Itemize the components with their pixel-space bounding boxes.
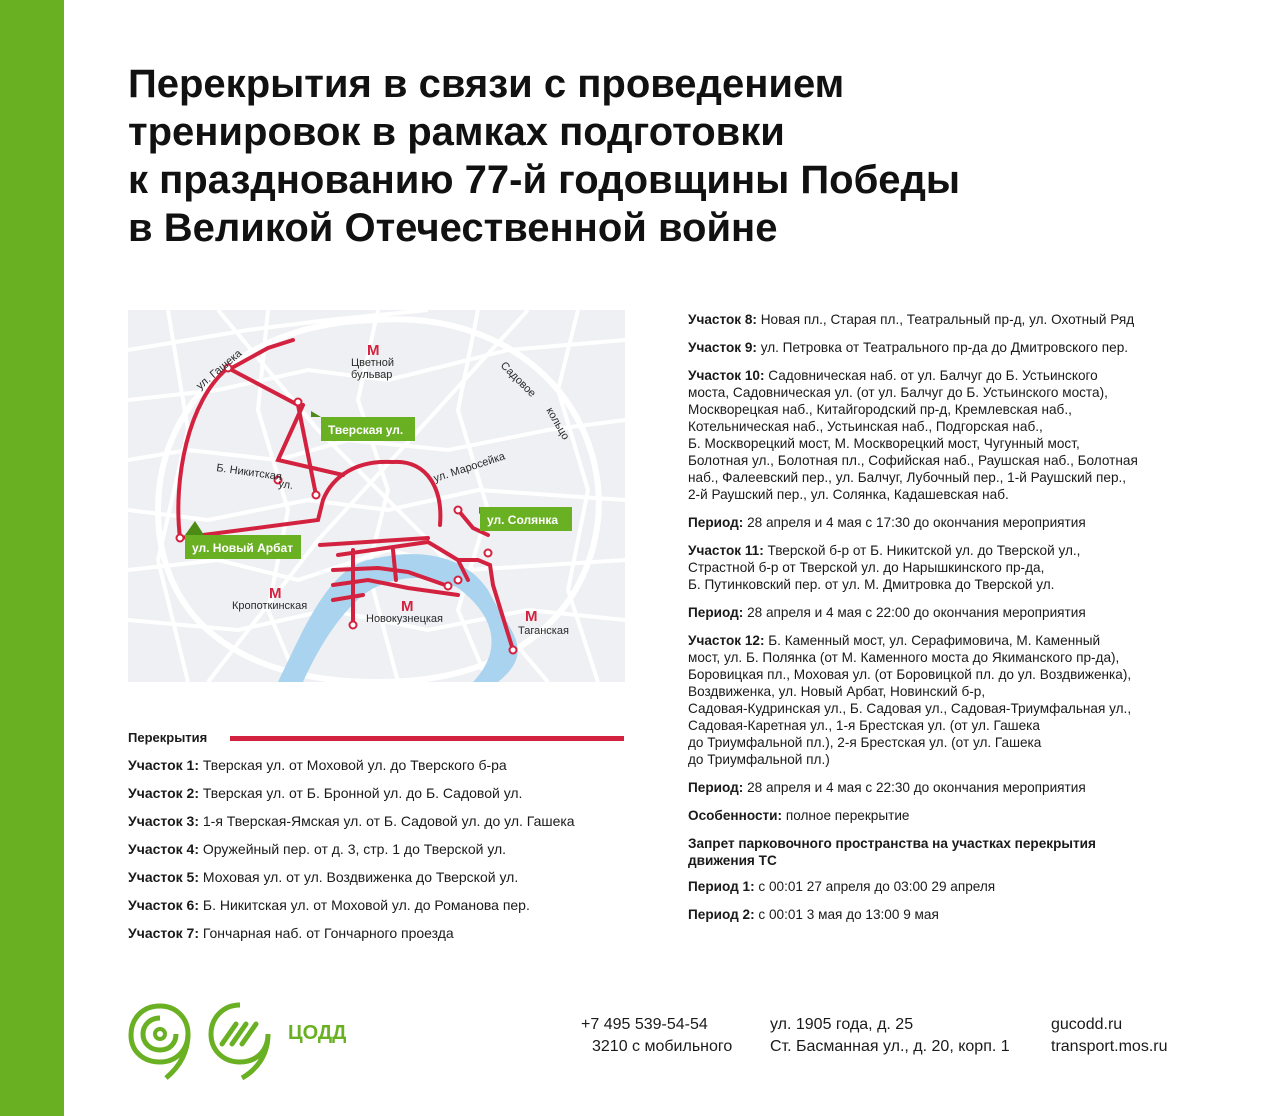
website-link[interactable]: gucodd.ru [1051,1016,1123,1033]
section-line [688,542,1198,559]
codd-logo [206,1000,274,1080]
section-label: Участок 10: [688,368,765,383]
section-text: Моховая ул. от ул. Воздвиженка до Тверской ул. [202,869,519,885]
section-text: Тверская ул. от Б. Бронной ул. до Б. Садовой ул. [202,785,523,801]
section-label: Участок 8: [688,312,757,327]
section-label: Участок 4: [128,841,199,857]
section-line [688,632,1198,649]
section-12 [688,632,1198,768]
moscow-transport-logo [126,1000,194,1080]
callout-solyanka [479,507,572,531]
period-label: Период 2: [688,907,755,922]
metro-icon: М [269,585,282,602]
section-line: 2-й Раушский пер., ул. Солянка, Кадашевская наб. [688,487,1009,502]
metro-icon: М [525,608,538,625]
sections-right-column [688,311,1198,934]
closures-map [128,310,625,682]
parking-heading-line: движения ТС [688,853,777,868]
title-line: Перекрытия в связи с проведением [128,62,845,106]
period-10 [688,514,1198,531]
left-accent-bar [0,0,64,1116]
street-label: Б. Никитская [215,462,283,484]
section-text: Новая пл., Старая пл., Театральный пр-д, ул. Охотный Ряд [760,312,1135,327]
section-text: ул. Петровка от Театрального пр-да до Дмитровского пер. [760,340,1129,355]
title-line: тренировок в рамках подготовки [128,110,785,154]
features-text: полное перекрытие [785,808,910,823]
street-label: кольцо [543,405,572,443]
section-text: Б. Никитская ул. от Моховой ул. до Романова пер. [202,897,530,913]
section-label: Участок 2: [128,785,199,801]
closure-endpoint [510,647,517,654]
footer [0,1000,1280,1100]
title-line: к празднованию 77-й годовщины Победы [128,158,961,202]
callout-label: ул. Новый Арбат [192,541,294,555]
callout-label: Тверская ул. [328,423,404,437]
period-label: Период: [688,605,744,620]
address-line: ул. 1905 года, д. 25 [770,1016,914,1033]
list-item [128,925,624,953]
address-line: Ст. Басманная ул., д. 20, корп. 1 [770,1038,1010,1055]
websites-block [1051,1014,1167,1058]
section-label: Участок 9: [688,340,757,355]
callout-label: ул. Солянка [487,513,559,527]
station-label: Кропоткинская [232,600,308,612]
closure-endpoint [313,492,320,499]
brand-name: ЦОДД [288,1022,347,1044]
list-item [128,757,624,785]
station-label: Новокузнецкая [366,613,443,625]
street-label: ул. [277,478,294,493]
list-item [128,841,624,869]
address-block [770,1014,1010,1058]
phone-number[interactable]: +7 495 539-54-54 [581,1016,708,1033]
list-item [128,813,624,841]
features-label: Особенности: [688,808,783,823]
period-text: 28 апреля и 4 мая с 22:30 до окончания мероприятия [747,780,1086,795]
list-item [128,785,624,813]
section-line: наб., Фалеевский пер., ул. Балчуг, Лубочный пер., 1-й Раушский пер., [688,470,1127,485]
station-label: Таганская [518,625,569,637]
section-label: Участок 11: [688,543,764,558]
section-line: Б. Путинковский пер. от ул. М. Дмитровка до Тверской ул. [688,577,1055,592]
section-line: Болотная ул., Болотная пл., Софийская наб., Раушская наб., Болотная [688,453,1138,468]
section-8 [688,311,1198,328]
metro-icon: М [367,342,380,359]
section-line [688,367,1198,384]
parking-period-2 [688,906,1198,923]
period-label: Период: [688,780,744,795]
section-line: Садовая-Каретная ул., 1-я Брестская ул. (от ул. Гашека [688,718,1040,733]
section-text: 1-я Тверская-Ямская ул. от Б. Садовой ул. до ул. Гашека [202,813,575,829]
section-label: Участок 12: [688,633,765,648]
section-label: Участок 7: [128,925,199,941]
section-10 [688,367,1198,503]
map-legend [128,730,624,746]
closure-endpoint [350,622,357,629]
title-line: в Великой Отечественной войне [128,206,778,250]
phone-block [581,1014,732,1058]
legend-label: Перекрытия [128,730,208,745]
street-label: ул. Гашека [194,347,245,393]
section-text: Оружейный пер. от д. 3, стр. 1 до Тверской ул. [202,841,507,857]
station-label: Цветной [351,357,394,369]
parking-period-1 [688,878,1198,895]
street-label: ул. Маросейка [432,450,507,485]
period-label: Период: [688,515,744,530]
section-line: Москворецкая наб., Китайгородский пр-д, Кремлевская наб., [688,402,1072,417]
section-text: Садовническая наб. от ул. Балчуг до Б. Устьинского [768,368,1098,383]
list-item [128,869,624,897]
page-title [128,60,1128,252]
parking-heading-line: Запрет парковочного пространства на участках перекрытия [688,836,1096,851]
section-line: Воздвиженка, ул. Новый Арбат, Новинский б-р, [688,684,986,699]
period-text: с 00:01 3 мая до 13:00 9 мая [758,907,939,922]
sections-left-list [128,757,624,953]
section-line: моста, Садовническая ул. (от ул. Балчуг до Б. Устьинского моста), [688,385,1108,400]
period-11 [688,604,1198,621]
features [688,807,1198,824]
section-text: Тверская ул. от Моховой ул. до Тверского б-ра [202,757,507,773]
section-line: Садовая-Кудринская ул., Б. Садовая ул., Садовая-Триумфальная ул., [688,701,1132,716]
section-label: Участок 5: [128,869,199,885]
section-label: Участок 6: [128,897,199,913]
section-label: Участок 3: [128,813,199,829]
parking-heading [688,835,1198,869]
period-label: Период 1: [688,879,755,894]
period-text: 28 апреля и 4 мая с 17:30 до окончания мероприятия [747,515,1086,530]
street-label: Садовое [497,359,538,400]
list-item [128,897,624,925]
section-text: Гончарная наб. от Гончарного проезда [202,925,454,941]
period-12 [688,779,1198,796]
section-line: мост, ул. Б. Полянка (от М. Каменного моста до Якиманского пр-да), [688,650,1120,665]
section-text: Тверской б-р от Б. Никитской ул. до Тверской ул., [767,543,1081,558]
period-text: 28 апреля и 4 мая с 22:00 до окончания мероприятия [747,605,1086,620]
section-line: до Триумфальной пл.), 2-я Брестская ул. (от ул. Гашека [688,735,1042,750]
station-label: бульвар [351,369,393,381]
mobile-number: 3210 с мобильного [592,1038,733,1055]
metro-icon: М [401,598,414,615]
period-text: с 00:01 27 апреля до 03:00 29 апреля [758,879,996,894]
closure-endpoint [295,399,302,406]
section-line: Котельническая наб., Устьинская наб., Подгорская наб., [688,419,1043,434]
section-line: до Триумфальной пл.) [688,752,830,767]
section-line: Б. Москворецкий мост, М. Москворецкий мост, Чугунный мост, [688,436,1080,451]
closure-endpoint [485,550,492,557]
section-line: Страстной б-р от Тверской ул. до Нарышкинского пр-да, [688,560,1045,575]
section-label: Участок 1: [128,757,199,773]
section-line: Боровицкая пл., Моховая ул. (от Боровицкой пл. до ул. Воздвиженка), [688,667,1132,682]
closure-endpoint [445,583,452,590]
section-text: Б. Каменный мост, ул. Серафимовича, М. Каменный [768,633,1101,648]
map-canvas [128,310,625,682]
section-9 [688,339,1198,356]
legend-closure-swatch [230,736,624,741]
closure-endpoint [455,507,462,514]
closure-endpoint [455,577,462,584]
closure-endpoint [177,535,184,542]
website-link[interactable]: transport.mos.ru [1051,1038,1168,1055]
section-11 [688,542,1198,593]
